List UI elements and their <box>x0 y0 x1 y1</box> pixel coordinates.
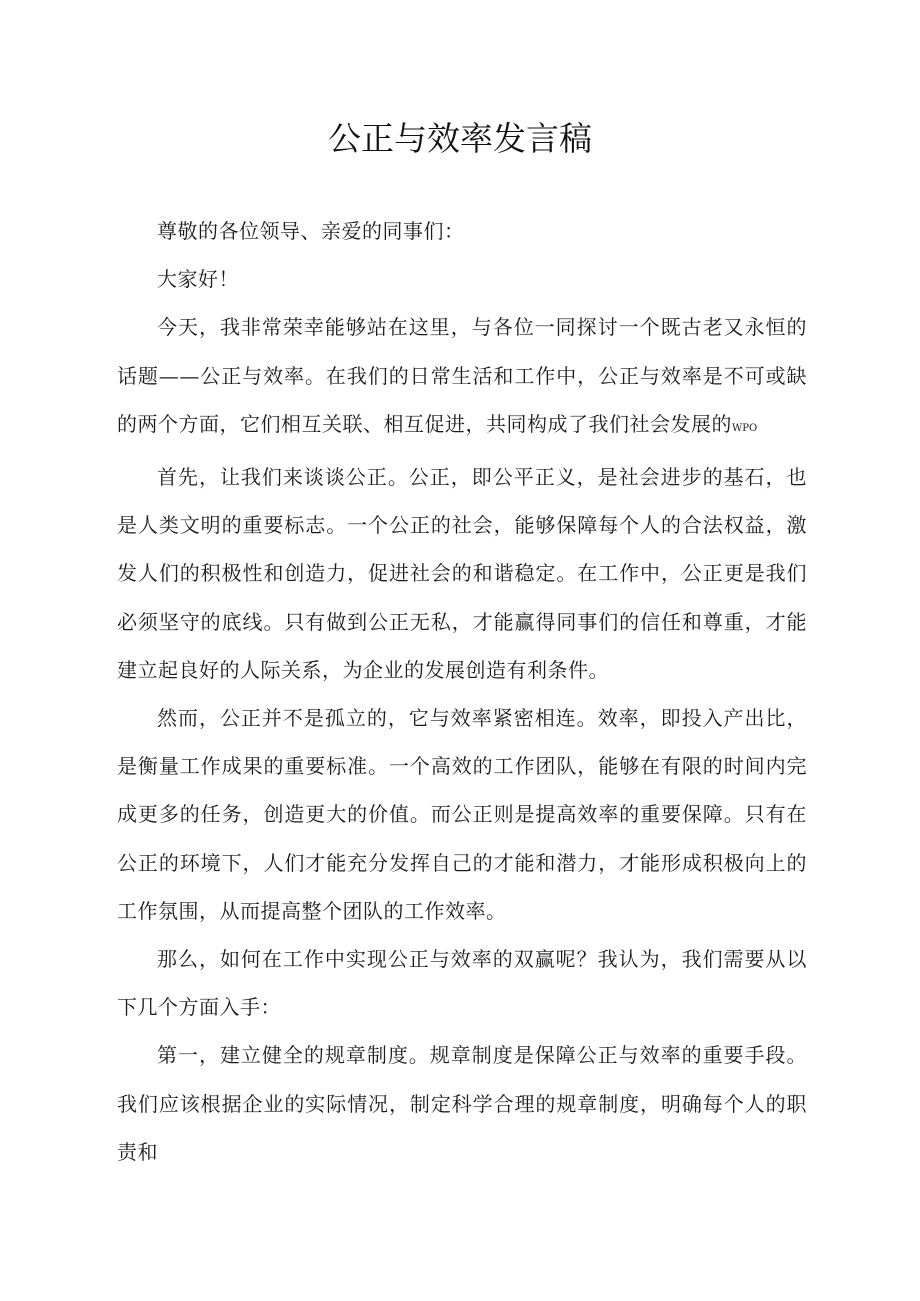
intro-paragraph-text: 今天，我非常荣幸能够站在这里，与各位一同探讨一个既古老又永恒的话题——公正与效率。在我们的日常生活和工作中，公正与效率是不可或缺的两个方面，它们相互关联、相互促进，共同构成了我们社会发展的 <box>117 315 807 436</box>
document-body <box>117 207 807 1176</box>
first-point-paragraph: 第一，建立健全的规章制度。规章制度是保障公正与效率的重要手段。我们应该根据企业的实际情况，制定科学合理的规章制度，明确每个人的职责和 <box>117 1043 807 1164</box>
salutation-paragraph: 尊敬的各位领导、亲爱的同事们： <box>157 219 465 243</box>
intro-paragraph-tail: WPO <box>732 422 758 434</box>
fairness-paragraph: 首先，让我们来谈谈公正。公正，即公平正义，是社会进步的基石，也是人类文明的重要标志。一个公正的社会，能够保障每个人的合法权益，激发人们的积极性和创造力，促进社会的和谐稳定。在工作中，公正更是我们必须坚守的底线。只有做到公正无私，才能赢得同事们的信任和尊重，才能建立起良好的人际关系，为企业的发展创造有利条件。 <box>117 465 807 682</box>
intro-paragraph <box>117 303 807 453</box>
document-title: 公正与效率发言稿 <box>328 119 592 158</box>
question-paragraph: 那么，如何在工作中实现公正与效率的双赢呢？我认为，我们需要从以下几个方面入手： <box>117 947 807 1020</box>
efficiency-paragraph: 然而，公正并不是孤立的，它与效率紧密相连。效率，即投入产出比，是衡量工作成果的重要标准。一个高效的工作团队，能够在有限的时间内完成更多的任务，创造更大的价值。而公正则是提高效率的重要保障。只有在公正的环境下，人们才能充分发挥自己的才能和潜力，才能形成积极向上的工作氛围，从而提高整个团队的工作效率。 <box>117 706 807 923</box>
greeting-paragraph: 大家好！ <box>157 267 239 292</box>
